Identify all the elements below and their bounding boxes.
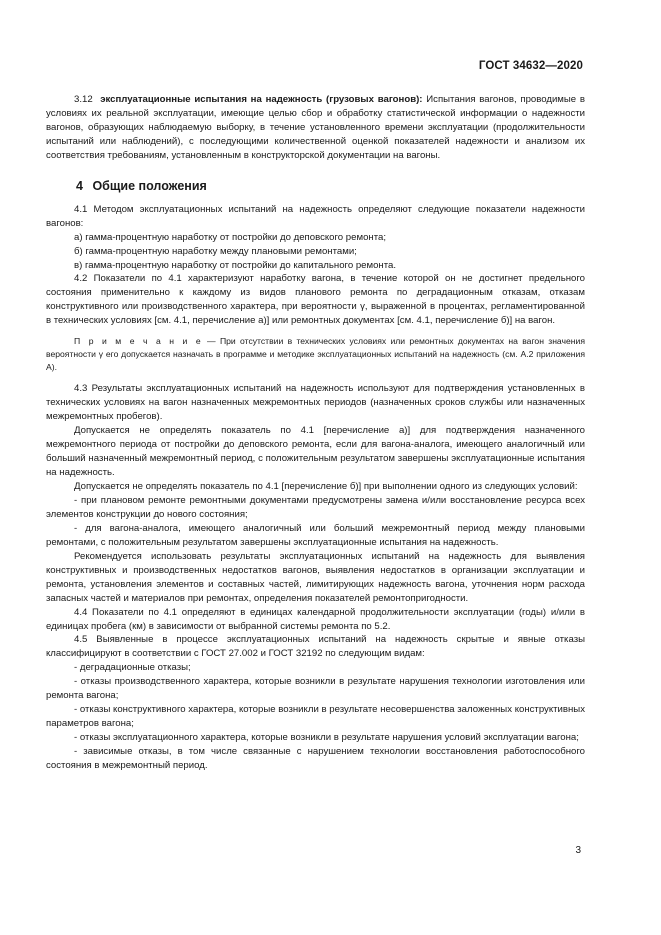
term-definition: эксплуатационные испытания на надежность (грузовых вагонов): (100, 94, 423, 105)
list-item: - при плановом ремонте ремонтными документами предусмотрены замена и/или восстановление ресурса всех элементов конструкции до нового состояния; (46, 494, 585, 520)
list-item: - деградационные отказы; (74, 662, 191, 674)
section-number: 4 (76, 178, 83, 193)
list-item: - отказы производственного характера, которые возникли в результате нарушения технологии изготовления или ремонта вагона; (46, 676, 585, 702)
paragraph-4-3-b: Допускается не определять показатель по 4.1 [перечисление б)] при выполнении одного из следующих условий: (74, 480, 578, 492)
paragraph-3-12 (46, 93, 585, 163)
note-label: П р и м е ч а н и е (74, 336, 203, 347)
clause-number: 3.12 (74, 94, 93, 105)
list-item: - отказы эксплуатационного характера, которые возникли в результате нарушения условий эксплуатации вагона; (74, 732, 579, 744)
list-item: в) гамма-процентную наработку от постройки до капитального ремонта. (74, 259, 397, 271)
list-item: - отказы конструктивного характера, которые возникли в результате несовершенства заложенных конструктивных параметров вагона; (46, 704, 585, 730)
paragraph-4-1: 4.1 Методом эксплуатационных испытаний на надежность определяют следующие показатели надежности вагонов: (46, 203, 585, 229)
paragraph-4-3-c: Рекомендуется использовать результаты эксплуатационных испытаний на надежность для выявления конструктивных и производственных недостатков вагонов, выявления недостатков в организации эксплуатации и ремонта, установления элементов и составных частей, лимитирующих надежность вагона, уточнения норм расхода запасных частей и материалов при ремонтах, определения показателей ремонтопригодности. (46, 550, 585, 604)
section-heading (76, 180, 585, 194)
document-body (46, 93, 585, 773)
list-item: б) гамма-процентную наработку между плановыми ремонтами; (74, 245, 357, 257)
list-item: а) гамма-процентную наработку от постройки до деповского ремонта; (74, 231, 386, 243)
list-item: - зависимые отказы, в том числе связанные с нарушением технологии восстановления работоспособного состояния в межремонтный период. (46, 746, 585, 772)
term-text: Испытания вагонов, проводимые в условиях их реальной эксплуатации, имеющие целью сбор и обработку статистической информации о надежности вагонов, образующих наблюдаемую выборку, в течение установленного времени эксплуатации (продолжительности испытаний или наблюдений), с последующими количественной оценкой показателей надежности и анализом их соответствия требованиям, установленным в конструкторской документации на вагоны. (46, 94, 585, 161)
paragraph-4-2: 4.2 Показатели по 4.1 характеризуют наработку вагона, в течение которой он не достигнет предельного состояния применительно к каждому из видов планового ремонта по деградационным отказам, отказам конструктивного или производственного характера, при вероятности γ, выраженной в процентах, регламентированной в технических условиях [см. 4.1, перечисление а)] или ремонтных документах [см. 4.1, перечисление б)] на вагон. (46, 273, 585, 327)
note (46, 335, 585, 374)
list-item: - для вагона-аналога, имеющего аналогичный или больший межремонтный период между плановыми ремонтами, с положительным результатом завершены эксплуатационные испытания на надежность. (46, 522, 585, 548)
note-text: — При отсутствии в технических условиях или ремонтных документах на вагон значения вероятности γ его допускается назначать в программе и методике эксплуатационных испытаний на надежность (см. А.2 приложения А). (46, 336, 585, 373)
section-title: Общие положения (92, 178, 207, 193)
paragraph-4-5: 4.5 Выявленные в процессе эксплуатационных испытаний на надежность скрытые и явные отказы классифицируют в соответствии с ГОСТ 27.002 и ГОСТ 32192 по следующим видам: (46, 634, 585, 660)
paragraph-4-3: 4.3 Результаты эксплуатационных испытаний на надежность используют для подтверждения установленных в технических условиях на вагон назначенных межремонтных периодов (назначенных сроков службы или назначенных межремонтных пробегов). (46, 383, 585, 423)
page-number: 3 (575, 845, 581, 856)
document-header: ГОСТ 34632—2020 (478, 60, 583, 72)
paragraph-4-4: 4.4 Показатели по 4.1 определяют в единицах календарной продолжительности эксплуатации (годы) и/или в единицах пробега (км) в зависимости от выбранной системы ремонта по 5.2. (46, 606, 585, 632)
paragraph-4-3-a: Допускается не определять показатель по 4.1 [перечисление а)] для подтверждения назначенного межремонтного периода от постройки до деповского ремонта, если для вагона-аналога, имеющего аналогичный или больший назначенный межремонтный период, с положительным результатом завершены эксплуатационные испытания на надежность. (46, 425, 585, 479)
